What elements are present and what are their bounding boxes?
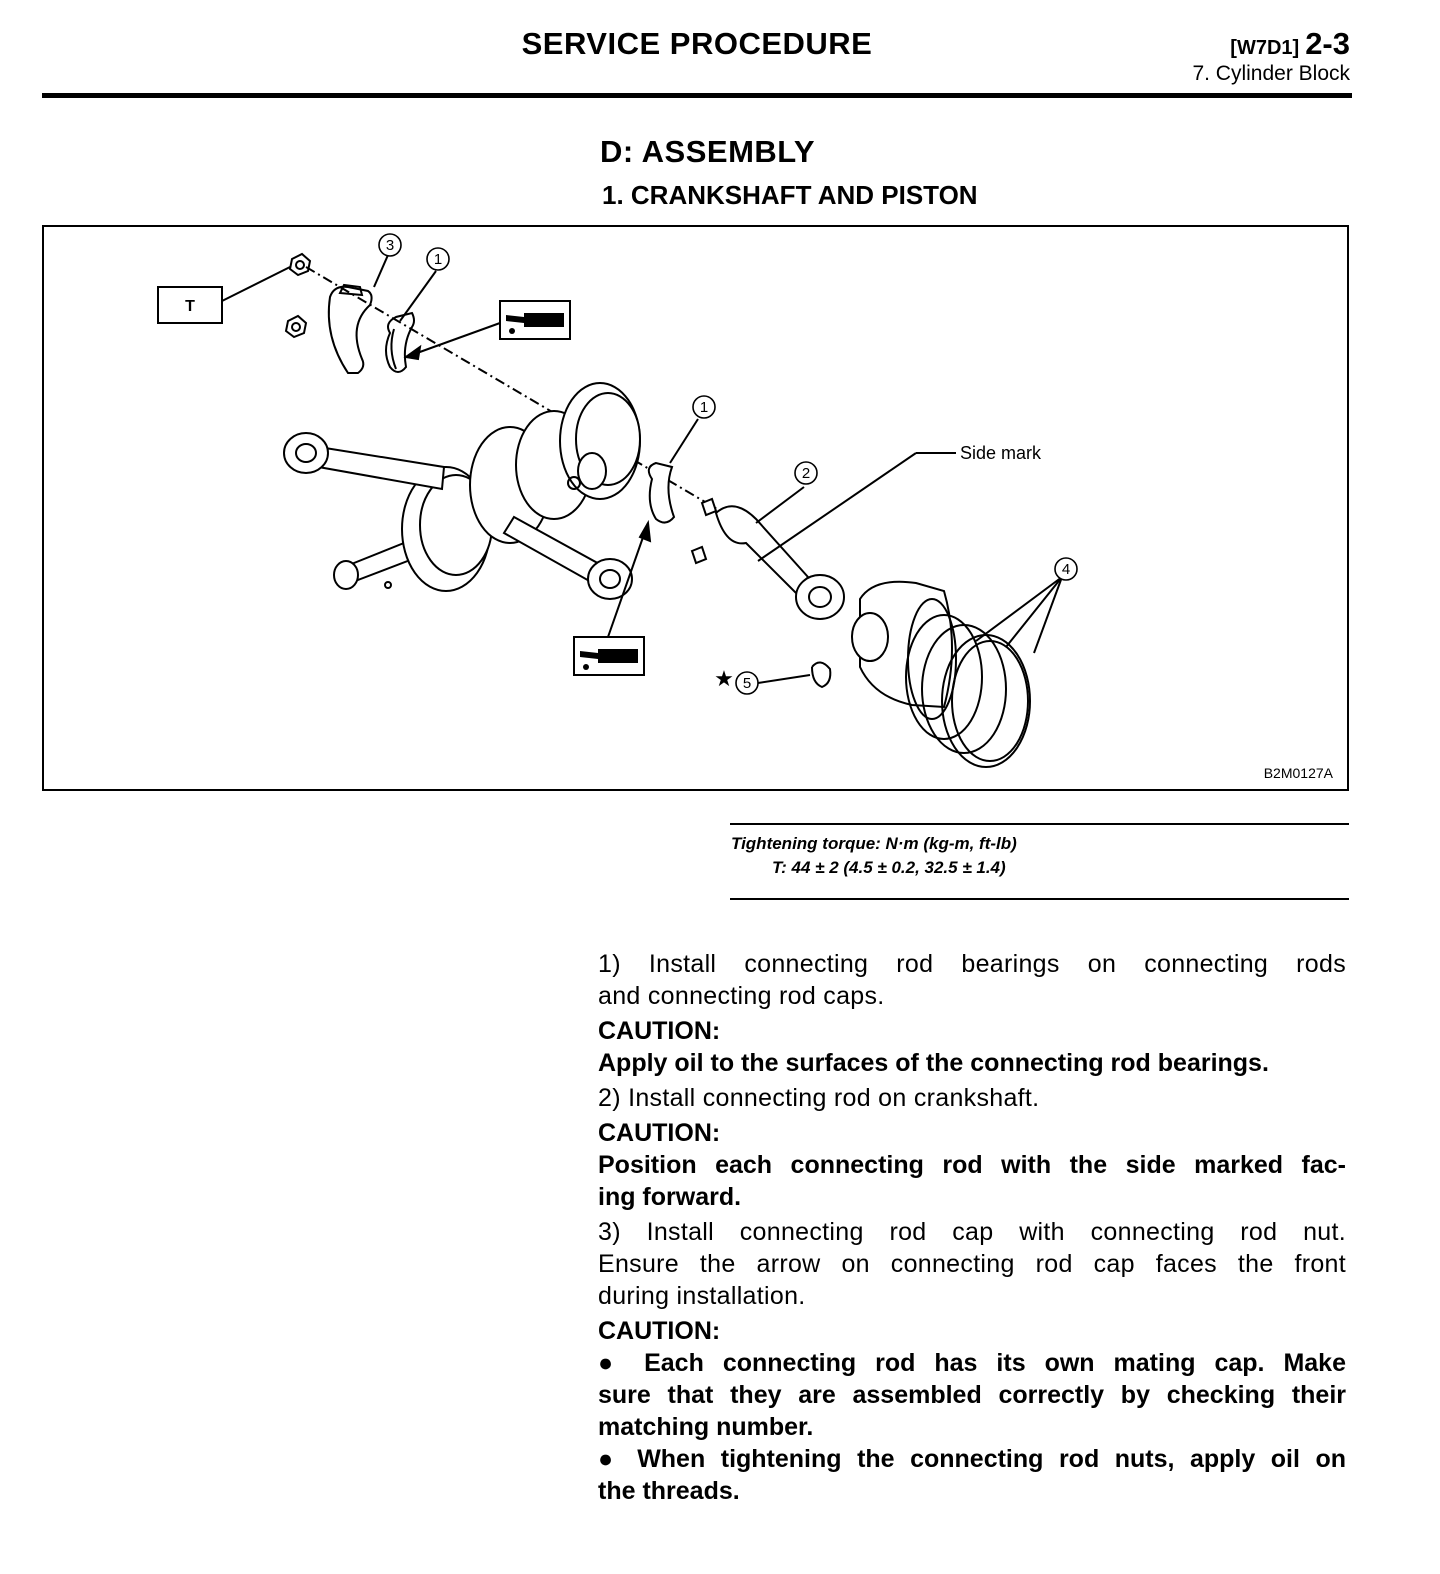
- caution-label: CAUTION:: [598, 1017, 721, 1045]
- callout-t: T: [185, 298, 195, 315]
- rod-nut-icon: [286, 316, 306, 337]
- step-3: 3) Install connecting rod cap with connecting rod nut.: [598, 1218, 1346, 1246]
- caution-3-bullet-2-cont: the threads.: [598, 1477, 740, 1505]
- caution-1-text: Apply oil to the surfaces of the connecting rod bearings.: [598, 1049, 1269, 1077]
- callout-1-top: 1: [433, 251, 443, 268]
- oil-can-icon: [506, 313, 564, 334]
- caution-2-text-cont: ing forward.: [598, 1183, 742, 1211]
- caution-3-bullet-1: ● Each connecting rod has its own mating cap. Make: [598, 1349, 1346, 1377]
- caution-3-bullet-1-cont: sure that they are assembled correctly by checking their: [598, 1381, 1346, 1409]
- callout-3: 3: [385, 237, 395, 254]
- section-ref: [W7D1]: [1230, 37, 1300, 59]
- torque-value: T: 44 ± 2 (4.5 ± 0.2, 32.5 ± 1.4): [772, 858, 1006, 877]
- caution-3-bullet-2: ● When tightening the connecting rod nuts, apply oil on: [598, 1445, 1346, 1473]
- caution-label: CAUTION:: [598, 1317, 721, 1345]
- step-3-cont: Ensure the arrow on connecting rod cap faces the front: [598, 1250, 1346, 1278]
- callout-1-middle: 1: [699, 399, 709, 416]
- assembly-diagram: [42, 225, 1349, 791]
- step-3-cont-2: during installation.: [598, 1282, 806, 1310]
- header-rule: [42, 93, 1352, 98]
- rod-nut-icon: [290, 254, 310, 275]
- torque-heading: Tightening torque: N·m (kg-m, ft-lb): [731, 834, 1017, 853]
- section-title: D: ASSEMBLY: [600, 134, 816, 169]
- procedure-text: [598, 948, 1346, 1507]
- figure-id: B2M0127A: [1263, 765, 1333, 781]
- subsection-title: 1. CRANKSHAFT AND PISTON: [602, 180, 978, 210]
- step-1: 1) Install connecting rod bearings on connecting rods: [598, 950, 1346, 978]
- torque-rule-bottom: [730, 898, 1349, 900]
- step-1-cont: and connecting rod caps.: [598, 982, 885, 1010]
- page-number: [1230, 26, 1350, 62]
- star-icon: ★: [714, 666, 734, 691]
- page-number-value: 2-3: [1305, 26, 1350, 61]
- step-2: 2) Install connecting rod on crankshaft.: [598, 1084, 1040, 1112]
- caution-3-bullet-1-cont-2: matching number.: [598, 1413, 814, 1441]
- callout-4: 4: [1061, 561, 1071, 578]
- callout-5: 5: [742, 675, 752, 692]
- caution-2-text: Position each connecting rod with the side marked fac-: [598, 1151, 1346, 1179]
- crankshaft-drawing: [284, 383, 640, 599]
- callout-2: 2: [801, 465, 811, 482]
- oil-can-icon: [580, 649, 638, 670]
- piston-drawing: [852, 582, 1030, 767]
- chapter-subtitle: 7. Cylinder Block: [1192, 62, 1350, 85]
- page-title: SERVICE PROCEDURE: [521, 26, 873, 61]
- caution-label: CAUTION:: [598, 1119, 721, 1147]
- side-mark-label: Side mark: [960, 443, 1042, 463]
- torque-rule-top: [730, 823, 1349, 825]
- diagram-drawing: [44, 227, 1347, 789]
